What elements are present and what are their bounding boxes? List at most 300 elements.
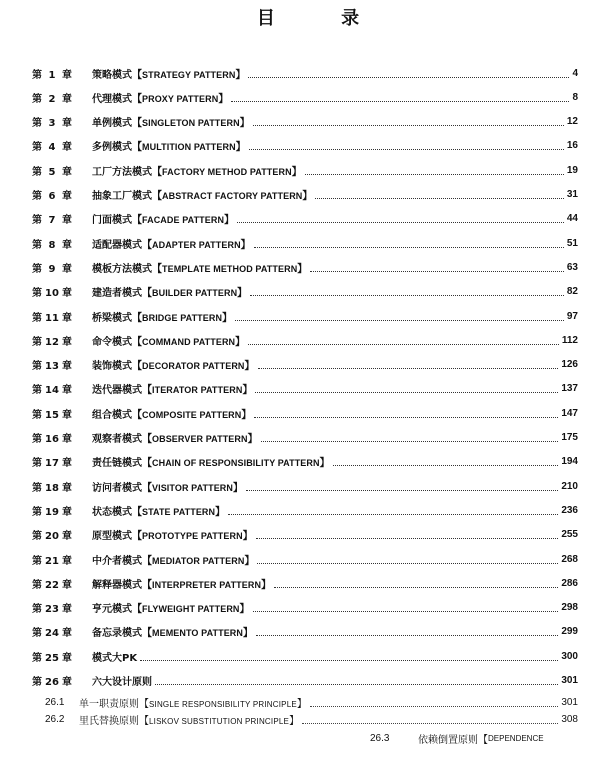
chapter-title-zh: 代理模式 xyxy=(92,93,132,105)
chapter-prefix: 第 xyxy=(32,118,42,130)
bracket-open: 【 xyxy=(142,288,152,300)
page-number: 112 xyxy=(561,334,578,346)
toc-chapter-entry[interactable] xyxy=(32,331,578,349)
dot-leader xyxy=(140,648,558,661)
page-number: 82 xyxy=(566,286,578,298)
toc-chapter-entry[interactable] xyxy=(32,161,578,179)
bracket-close: 】 xyxy=(247,434,258,445)
bracket-close: 】 xyxy=(237,288,248,300)
chapter-title xyxy=(92,430,258,445)
chapter-title-en: VISITOR PATTERN xyxy=(152,482,234,493)
chapter-title xyxy=(92,163,302,178)
page-number: 137 xyxy=(561,383,578,395)
chapter-title-en: INTERPRETER PATTERN xyxy=(152,579,262,590)
bracket-open: 【 xyxy=(142,555,152,567)
toc-chapter-entry[interactable] xyxy=(32,477,578,495)
chapter-number xyxy=(32,211,92,226)
toc-title: 目 录 xyxy=(256,8,390,29)
chapter-title-zh: 命令模式 xyxy=(92,336,132,348)
chapter-index: 10 xyxy=(45,288,59,300)
chapter-title xyxy=(92,649,137,664)
chapter-title-en: CHAIN OF RESPONSIBILITY PATTERN xyxy=(152,458,320,469)
bracket-close: 】 xyxy=(297,263,308,275)
chapter-number xyxy=(32,357,92,372)
bracket-close: 】 xyxy=(218,93,229,105)
chapter-prefix: 第 xyxy=(32,166,42,178)
page-number: 51 xyxy=(566,237,578,249)
bracket-close: 】 xyxy=(244,361,255,373)
chapter-title-en: FLYWEIGHT PATTERN xyxy=(142,604,240,615)
dot-leader xyxy=(258,356,559,369)
chapter-title-zh: 多例模式 xyxy=(92,142,132,154)
bracket-open: 【 xyxy=(132,361,142,373)
chapter-title-zh: 亨元模式 xyxy=(92,604,132,616)
bracket-open: 【 xyxy=(132,93,142,105)
chapter-title-zh: 门面模式 xyxy=(92,215,132,227)
chapter-title xyxy=(92,66,245,81)
chapter-number xyxy=(32,284,92,299)
chapter-title xyxy=(92,454,330,469)
page-number: 31 xyxy=(566,189,578,200)
bracket-close: 】 xyxy=(289,715,300,727)
chapter-suffix: 章 xyxy=(62,579,72,591)
bracket-open: 【 xyxy=(132,312,142,324)
chapter-prefix: 第 xyxy=(32,263,42,275)
chapter-suffix: 章 xyxy=(62,239,72,251)
bracket-open: 【 xyxy=(132,69,142,81)
page-number: 301 xyxy=(561,675,578,686)
chapter-index: 19 xyxy=(45,506,59,518)
dot-leader xyxy=(155,672,558,685)
toc-chapter-entry[interactable] xyxy=(32,64,578,82)
chapter-prefix: 第 xyxy=(32,409,42,421)
page-number: 126 xyxy=(561,359,578,371)
bracket-open: 【 xyxy=(132,531,142,543)
page-number: 268 xyxy=(561,553,578,565)
toc-chapter-entry[interactable] xyxy=(32,501,578,519)
chapter-suffix: 章 xyxy=(62,361,72,373)
chapter-title-zh: 备忘录模式 xyxy=(92,628,142,640)
chapter-title-zh: 装饰模式 xyxy=(92,361,132,373)
chapter-suffix: 章 xyxy=(62,191,72,202)
dot-leader xyxy=(274,575,558,588)
chapter-title-zh: 单例模式 xyxy=(92,118,132,130)
bracket-open: 【 xyxy=(142,579,152,591)
bracket-close: 】 xyxy=(319,458,330,470)
bracket-close: 】 xyxy=(235,142,246,154)
chapter-index: 16 xyxy=(45,434,59,445)
page-number: 4 xyxy=(572,67,578,79)
chapter-title xyxy=(92,333,245,348)
chapter-title xyxy=(92,211,234,226)
chapter-title xyxy=(92,236,251,251)
chapter-number xyxy=(32,624,92,639)
chapter-title xyxy=(92,527,253,542)
dot-leader xyxy=(305,162,564,175)
chapter-index: 2 xyxy=(48,93,56,105)
dot-leader xyxy=(231,89,569,102)
chapter-suffix: 章 xyxy=(62,336,72,348)
page-number: 63 xyxy=(566,261,578,273)
bracket-close: 】 xyxy=(239,604,250,616)
toc-chapter-entry[interactable] xyxy=(32,113,578,131)
chapter-title-en: OBSERVER PATTERN xyxy=(152,434,248,444)
chapter-title-zh: 访问者模式 xyxy=(92,482,142,494)
chapter-index: 9 xyxy=(48,263,56,275)
chapter-prefix: 第 xyxy=(32,434,42,445)
toc-chapter-entry[interactable] xyxy=(32,137,578,155)
chapter-title xyxy=(92,138,246,153)
chapter-title-en: FACTORY METHOD PATTERN xyxy=(162,166,292,177)
chapter-index: 24 xyxy=(45,628,59,640)
chapter-prefix: 第 xyxy=(32,288,42,300)
bracket-open: 【 xyxy=(142,482,152,494)
toc-chapter-entry[interactable] xyxy=(32,234,578,252)
section-title-en: LISKOV SUBSTITUTION PRINCIPLE xyxy=(149,716,290,726)
chapter-title xyxy=(92,624,253,639)
chapter-title-en: DECORATOR PATTERN xyxy=(142,361,245,372)
bracket-open: 【 xyxy=(132,506,142,518)
dot-leader xyxy=(315,186,563,199)
chapter-title-zh: 责任链模式 xyxy=(92,458,142,470)
chapter-index: 17 xyxy=(45,458,59,470)
chapter-index: 12 xyxy=(45,336,59,348)
chapter-suffix: 章 xyxy=(62,118,72,130)
page-number: 97 xyxy=(566,310,578,322)
chapter-number xyxy=(32,552,92,567)
chapter-index: 25 xyxy=(45,652,59,664)
bracket-open: 【 xyxy=(132,142,142,154)
bracket-close: 】 xyxy=(243,628,253,640)
bracket-close: 】 xyxy=(302,191,313,202)
page-number: 8 xyxy=(572,91,578,103)
section-title-en: DEPENDENCE xyxy=(488,733,544,743)
bracket-open: 【 xyxy=(142,628,152,640)
chapter-number xyxy=(32,236,92,251)
chapter-prefix: 第 xyxy=(32,215,42,227)
dot-leader xyxy=(237,210,564,223)
chapter-suffix: 章 xyxy=(62,628,72,640)
chapter-index: 8 xyxy=(48,239,56,251)
chapter-prefix: 第 xyxy=(32,579,42,591)
chapter-prefix: 第 xyxy=(32,336,42,348)
chapter-title-en: ADAPTER PATTERN xyxy=(152,239,241,250)
chapter-suffix: 章 xyxy=(62,263,72,275)
page-number: 286 xyxy=(561,577,578,589)
dot-leader xyxy=(310,259,564,272)
chapter-title-zh: 迭代器模式 xyxy=(92,385,142,397)
bracket-close: 】 xyxy=(235,69,246,81)
dot-leader xyxy=(256,526,559,539)
chapter-number xyxy=(32,260,92,275)
chapter-title xyxy=(92,114,250,129)
chapter-prefix: 第 xyxy=(32,142,42,154)
chapter-number xyxy=(32,600,92,615)
chapter-number xyxy=(32,527,92,542)
chapter-title-en: COMMAND PATTERN xyxy=(142,336,236,347)
bracket-close: 】 xyxy=(222,312,233,324)
chapter-index: 26 xyxy=(45,677,59,688)
chapter-suffix: 章 xyxy=(62,531,72,543)
chapter-title-zh: 策略模式 xyxy=(92,69,132,81)
dot-leader xyxy=(250,283,564,296)
bracket-open: 【 xyxy=(139,715,149,727)
toc-chapter-entry[interactable] xyxy=(32,429,578,447)
toc-chapter-entry[interactable] xyxy=(32,574,578,592)
chapter-index: 13 xyxy=(45,361,59,373)
page-number: 16 xyxy=(566,140,578,152)
chapter-title-zh: 解释器模式 xyxy=(92,579,142,591)
chapter-index: 14 xyxy=(45,385,59,397)
bracket-open: 【 xyxy=(478,734,488,746)
chapter-index: 1 xyxy=(48,69,56,81)
toc-section-entry[interactable] xyxy=(45,694,578,710)
dot-leader xyxy=(261,429,559,442)
section-title-zh: 里氏替换原则 xyxy=(79,715,139,727)
section-number: 26.1 xyxy=(45,696,65,708)
chapter-suffix: 章 xyxy=(62,142,72,154)
chapter-title xyxy=(92,309,232,324)
chapter-suffix: 章 xyxy=(62,385,72,397)
dot-leader xyxy=(254,405,558,418)
chapter-title xyxy=(92,503,225,518)
toc-chapter-entry[interactable] xyxy=(32,404,578,422)
bracket-close: 】 xyxy=(296,698,307,710)
bracket-open: 【 xyxy=(142,434,152,445)
chapter-number xyxy=(32,90,92,105)
chapter-title-en: STATE PATTERN xyxy=(142,506,216,517)
chapter-index: 7 xyxy=(48,215,56,227)
chapter-suffix: 章 xyxy=(62,69,72,81)
toc-chapter-entry[interactable] xyxy=(32,88,578,106)
chapter-prefix: 第 xyxy=(32,458,42,470)
chapter-suffix: 章 xyxy=(62,288,72,300)
toc-chapter-entry[interactable] xyxy=(32,647,578,665)
toc-chapter-entry[interactable] xyxy=(32,380,578,398)
chapter-prefix: 第 xyxy=(32,312,42,324)
chapter-suffix: 章 xyxy=(62,312,72,324)
section-title-zh: 单一职责原则 xyxy=(79,698,139,710)
chapter-number xyxy=(32,114,92,129)
chapter-number xyxy=(32,187,92,202)
bracket-open: 【 xyxy=(132,215,142,227)
toc-chapter-entry[interactable] xyxy=(32,550,578,568)
chapter-index: 5 xyxy=(48,166,56,178)
chapter-number xyxy=(32,333,92,348)
section-number: 26.3 xyxy=(370,732,390,744)
dot-leader xyxy=(302,711,558,724)
chapter-suffix: 章 xyxy=(62,555,72,567)
section-title xyxy=(79,695,307,710)
chapter-prefix: 第 xyxy=(32,239,42,251)
chapter-suffix: 章 xyxy=(62,215,72,227)
chapter-title-en: MEDIATOR PATTERN xyxy=(152,555,245,566)
page-number: 298 xyxy=(561,602,578,614)
chapter-title-zh: 观察者模式 xyxy=(92,434,142,445)
dot-leader xyxy=(246,478,558,491)
dot-leader xyxy=(228,502,558,515)
chapter-prefix: 第 xyxy=(32,93,42,105)
page-number: 44 xyxy=(566,213,578,225)
chapter-title xyxy=(92,479,243,494)
page-number: 175 xyxy=(561,432,578,443)
bracket-open: 【 xyxy=(142,385,152,397)
bracket-open: 【 xyxy=(132,409,142,421)
bracket-close: 】 xyxy=(233,482,244,494)
bracket-close: 】 xyxy=(261,579,272,591)
chapter-title-zh: 状态模式 xyxy=(92,506,132,518)
chapter-index: 20 xyxy=(45,531,59,543)
chapter-title-zh: 适配器模式 xyxy=(92,239,142,251)
dot-leader xyxy=(253,599,559,612)
chapter-suffix: 章 xyxy=(62,93,72,105)
chapter-prefix: 第 xyxy=(32,531,42,543)
chapter-title-en: STRATEGY PATTERN xyxy=(142,69,236,80)
page-number: 12 xyxy=(566,116,578,128)
chapter-title-en: FACADE PATTERN xyxy=(142,215,225,226)
chapter-number xyxy=(32,673,92,688)
chapter-suffix: 章 xyxy=(62,458,72,470)
chapter-title-en: COMPOSITE PATTERN xyxy=(142,409,242,420)
chapter-title-en: PROXY PATTERN xyxy=(142,93,219,104)
chapter-number xyxy=(32,503,92,518)
chapter-index: 6 xyxy=(48,191,56,202)
chapter-title-en: SINGLETON PATTERN xyxy=(142,118,240,129)
chapter-number xyxy=(32,138,92,153)
toc-chapter-entry[interactable] xyxy=(32,258,578,276)
toc-chapter-entry[interactable] xyxy=(32,599,578,617)
bracket-open: 【 xyxy=(142,458,152,470)
chapter-title xyxy=(92,357,255,372)
bracket-open: 【 xyxy=(139,698,149,710)
toc-chapter-entry[interactable] xyxy=(32,672,578,690)
chapter-title xyxy=(92,673,152,688)
chapter-prefix: 第 xyxy=(32,385,42,397)
toc-chapter-entry[interactable] xyxy=(32,283,578,301)
chapter-prefix: 第 xyxy=(32,506,42,518)
chapter-number xyxy=(32,66,92,81)
chapter-prefix: 第 xyxy=(32,482,42,494)
chapter-title-zh: 组合模式 xyxy=(92,409,132,421)
chapter-title-zh: 工厂方法模式 xyxy=(92,166,152,178)
chapter-suffix: 章 xyxy=(62,434,72,445)
bracket-open: 【 xyxy=(152,191,162,202)
toc-chapter-entry[interactable] xyxy=(32,307,578,325)
chapter-index: 21 xyxy=(45,555,59,567)
chapter-title-en: MULTITION PATTERN xyxy=(142,142,236,153)
chapter-number xyxy=(32,454,92,469)
chapter-index: 4 xyxy=(48,142,56,154)
page-number: 301 xyxy=(561,696,578,708)
bracket-open: 【 xyxy=(132,604,142,616)
chapter-number xyxy=(32,479,92,494)
chapter-suffix: 章 xyxy=(62,482,72,494)
chapter-title-en: ABSTRACT FACTORY PATTERN xyxy=(162,191,303,201)
chapter-number xyxy=(32,649,92,664)
chapter-title-en: TEMPLATE METHOD PATTERN xyxy=(162,263,298,274)
chapter-title xyxy=(92,381,252,396)
chapter-title-zh: 中介者模式 xyxy=(92,555,142,567)
chapter-index: 11 xyxy=(45,312,59,324)
chapter-title-zh: 建造者模式 xyxy=(92,288,142,300)
dot-leader xyxy=(248,65,569,78)
chapter-title-en: BRIDGE PATTERN xyxy=(142,312,223,323)
bracket-open: 【 xyxy=(132,118,142,130)
toc-chapter-entry[interactable] xyxy=(32,186,578,204)
toc-chapter-entry[interactable] xyxy=(32,453,578,471)
chapter-prefix: 第 xyxy=(32,361,42,373)
toc-section-entry-partial[interactable] xyxy=(370,730,544,746)
dot-leader xyxy=(235,308,564,321)
dot-leader xyxy=(249,137,564,150)
chapter-title-zh: 桥梁模式 xyxy=(92,312,132,324)
bracket-close: 】 xyxy=(291,166,302,178)
page-number: 255 xyxy=(561,529,578,541)
bracket-close: 】 xyxy=(242,385,253,397)
bracket-close: 】 xyxy=(224,215,235,227)
bracket-close: 】 xyxy=(215,506,226,518)
chapter-index: 22 xyxy=(45,579,59,591)
page-number: 299 xyxy=(561,626,578,638)
section-title-en: SINGLE RESPONSIBILITY PRINCIPLE xyxy=(149,699,297,709)
chapter-number xyxy=(32,576,92,591)
dot-leader xyxy=(248,332,559,345)
chapter-number xyxy=(32,381,92,396)
chapter-prefix: 第 xyxy=(32,652,42,664)
chapter-suffix: 章 xyxy=(62,677,72,688)
chapter-title xyxy=(92,90,228,105)
toc-chapter-entry[interactable] xyxy=(32,526,578,544)
bracket-close: 】 xyxy=(242,531,253,543)
bracket-close: 】 xyxy=(240,239,251,251)
toc-section-entry[interactable] xyxy=(45,711,578,727)
dot-leader xyxy=(255,380,558,393)
chapter-title-en: ITERATOR PATTERN xyxy=(152,385,243,396)
chapter-prefix: 第 xyxy=(32,191,42,202)
section-number: 26.2 xyxy=(45,713,65,725)
chapter-title-zh: 原型模式 xyxy=(92,531,132,543)
chapter-index: 15 xyxy=(45,409,59,421)
chapter-prefix: 第 xyxy=(32,628,42,640)
chapter-suffix: 章 xyxy=(62,652,72,664)
toc-chapter-entry[interactable] xyxy=(32,623,578,641)
dot-leader xyxy=(253,113,564,126)
chapter-title xyxy=(92,576,271,591)
chapter-title xyxy=(92,260,307,275)
toc-chapter-entry[interactable] xyxy=(32,356,578,374)
chapter-title xyxy=(92,600,250,615)
bracket-open: 【 xyxy=(142,239,152,251)
chapter-title-en: PROTOTYPE PATTERN xyxy=(142,531,243,542)
chapter-title-zh: 模板方法模式 xyxy=(92,263,152,275)
chapter-title xyxy=(92,406,251,421)
toc-chapter-entry[interactable] xyxy=(32,210,578,228)
chapter-title-en: BUILDER PATTERN xyxy=(152,288,238,299)
bracket-open: 【 xyxy=(132,336,142,348)
chapter-number xyxy=(32,430,92,445)
dot-leader xyxy=(254,235,564,248)
chapter-prefix: 第 xyxy=(32,69,42,81)
chapter-prefix: 第 xyxy=(32,604,42,616)
chapter-index: 18 xyxy=(45,482,59,494)
bracket-open: 【 xyxy=(152,263,162,275)
page-number: 236 xyxy=(561,504,578,516)
chapter-suffix: 章 xyxy=(62,604,72,616)
dot-leader xyxy=(333,453,559,466)
section-title-zh: 依赖倒置原则 xyxy=(418,734,478,746)
dot-leader xyxy=(257,551,558,564)
section-title xyxy=(79,712,299,727)
